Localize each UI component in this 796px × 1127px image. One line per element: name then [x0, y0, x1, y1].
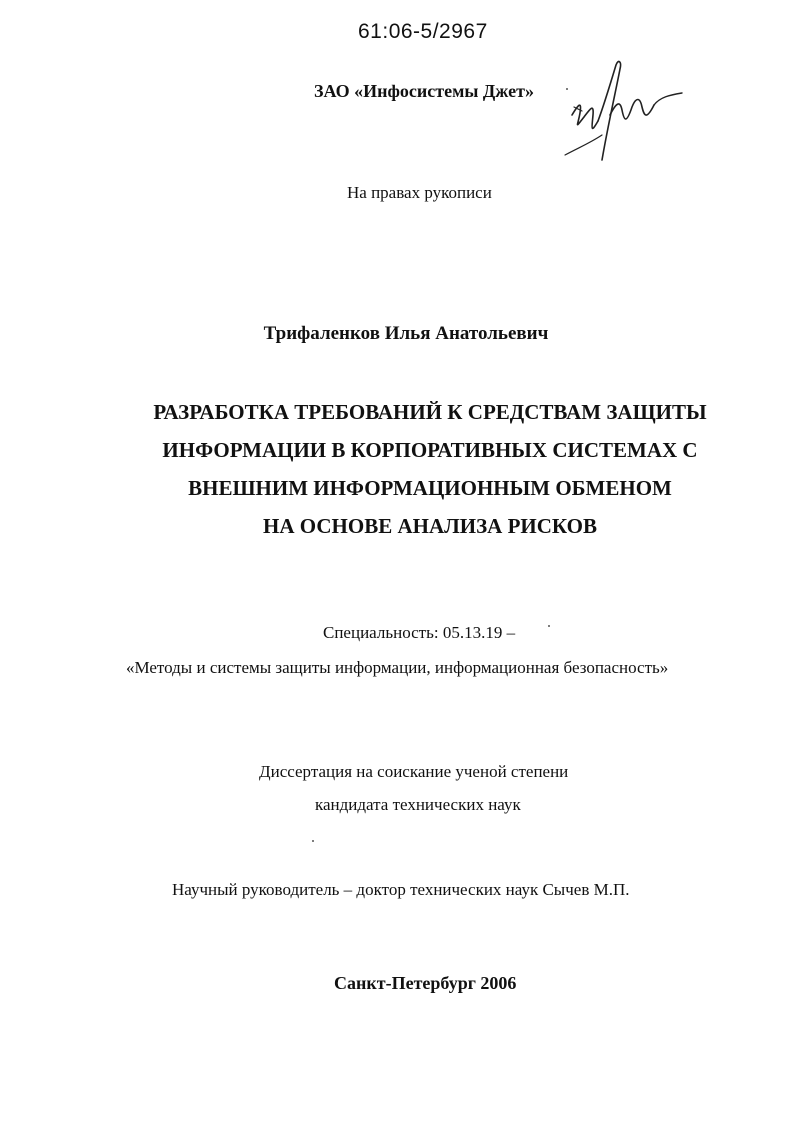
dissertation-title-line-4: НА ОСНОВЕ АНАЛИЗА РИСКОВ: [263, 514, 597, 538]
dissertation-title-line-2: ИНФОРМАЦИИ В КОРПОРАТИВНЫХ СИСТЕМАХ С: [162, 438, 698, 462]
manuscript-rights-note: На правах рукописи: [347, 183, 492, 202]
scientific-supervisor: Научный руководитель – доктор технических наук Сычев М.П.: [172, 880, 630, 899]
dissertation-title-line-1: РАЗРАБОТКА ТРЕБОВАНИЙ К СРЕДСТВАМ ЗАЩИТЫ: [153, 400, 707, 424]
degree-statement-line-2: кандидата технических наук: [315, 795, 521, 814]
degree-statement-line-1: Диссертация на соискание ученой степени: [259, 762, 569, 781]
dissertation-title-line-3: ВНЕШНИМ ИНФОРМАЦИОННЫМ ОБМЕНОМ: [188, 476, 672, 500]
signature-image: [560, 55, 690, 170]
specialty-code: Специальность: 05.13.19 –: [323, 623, 516, 642]
organization-name: ЗАО «Инфосистемы Джет»: [314, 81, 534, 101]
archive-stamp-number: 61:06-5/2967: [358, 20, 488, 43]
scan-speck: [548, 625, 550, 627]
city-and-year: Санкт-Петербург 2006: [334, 973, 517, 993]
author-name: Трифаленков Илья Анатольевич: [263, 323, 549, 344]
scan-speck: [566, 88, 568, 90]
scan-speck: [312, 840, 314, 842]
specialty-name: «Методы и системы защиты информации, информационная безопасность»: [126, 658, 669, 677]
